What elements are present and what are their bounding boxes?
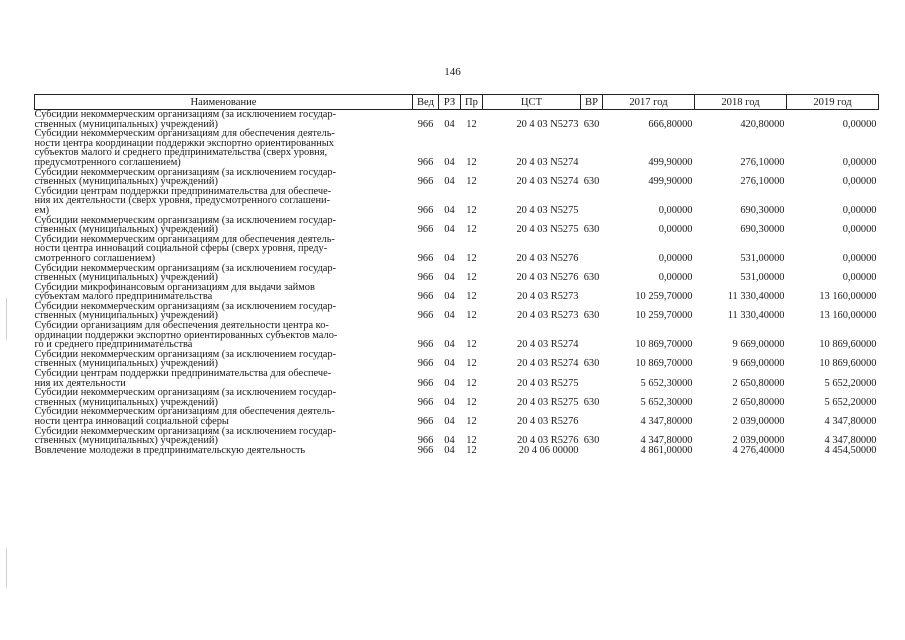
row-2018: 276,10000 [740,176,785,187]
row-name [35,407,413,426]
table-row [35,369,879,388]
row-name-line: ординации поддержки экспортно ориентированных субъектов мало- [34,329,338,341]
row-rz: 04 [444,272,455,283]
row-name-line: субъектам малого предпринимательства [34,291,213,303]
row-pr: 12 [466,339,477,350]
row-name-line: ственных (муниципальных) учреждений) [34,435,218,447]
table-row [35,264,879,283]
row-2018: 690,30000 [740,204,785,216]
row-vr [581,129,603,167]
row-2018: 2 650,80000 [732,377,785,389]
row-ved: 966 [417,224,434,235]
row-2017: 0,00000 [658,252,693,264]
row-vr: 630 [583,272,600,283]
row-cst: 20 4 03 R5274 [517,358,579,370]
row-vr [581,283,603,302]
row-2017: 4 861,00000 [640,445,693,456]
row-2017: 10 869,70000 [635,358,693,370]
row-name-line: Субсидии некоммерческим организациям (за исключением государ- [34,425,337,437]
row-cst: 20 4 03 R5273 [517,310,579,322]
row-ved: 966 [417,339,434,350]
row-rz: 04 [444,445,455,456]
row-pr: 12 [466,377,477,389]
budget-table [34,94,879,455]
header-rz: РЗ [439,95,461,110]
row-cst: 20 4 03 N5275 [516,204,579,216]
header-2017: 2017 год [603,95,695,110]
row-2018: 690,30000 [740,224,785,235]
row-name-line: го и среднего предпринимательства [34,339,193,351]
row-name [35,235,413,264]
table-row [35,388,879,407]
row-rz: 04 [444,358,455,370]
row-name-line: Субсидии центрам поддержки предпринимательства для обеспече- [34,185,332,197]
row-rz: 04 [444,416,455,427]
row-name [35,264,413,283]
row-2019: 0,00000 [842,204,877,216]
row-ved: 966 [417,204,434,216]
row-name [35,369,413,388]
table-row [35,446,879,456]
table-row [35,187,879,216]
row-2018: 9 669,00000 [732,339,785,350]
row-pr: 12 [466,272,477,283]
row-rz: 04 [444,435,455,446]
row-vr [581,187,603,216]
table-row [35,110,879,130]
row-pr: 12 [466,358,477,370]
row-rz: 04 [444,339,455,350]
row-name-line: ности центра инноваций социальной сферы (сверх уровня, преду- [34,243,328,255]
row-cst: 20 4 03 N5276 [516,272,579,283]
row-name-line: ственных (муниципальных) учреждений) [34,396,218,408]
row-ved: 966 [417,416,434,427]
row-2017: 0,00000 [658,204,693,216]
row-rz: 04 [444,377,455,389]
row-pr: 12 [466,396,477,408]
row-2019: 0,00000 [842,224,877,235]
row-2019: 13 160,00000 [819,310,877,322]
header-2019: 2019 год [787,95,879,110]
row-cst: 20 4 03 R5273 [517,291,579,302]
row-name [35,187,413,216]
row-2019: 0,00000 [842,176,877,187]
row-ved: 966 [417,118,434,130]
row-ved: 966 [417,272,434,283]
row-2017: 666,80000 [648,118,693,130]
header-name: Наименование [35,95,413,110]
row-name-line: ственных (муниципальных) учреждений) [34,176,218,188]
row-name-line: Субсидии некоммерческим организациям (за исключением государ- [34,166,337,178]
row-name-line: Субсидии организациям для обеспечения деятельности центра ко- [34,320,329,332]
table-row [35,235,879,264]
row-name-line: ности центра координации поддержки экспортно ориентированных [34,137,334,149]
row-vr [581,446,603,456]
row-pr: 12 [466,224,477,235]
row-name-line: ния их деятельности (сверх уровня, предусмотренного соглашени- [34,195,331,207]
row-2019: 0,00000 [842,272,877,283]
table-row [35,302,879,321]
row-ved: 966 [417,358,434,370]
table-row [35,407,879,426]
table-row [35,216,879,235]
row-cst: 20 4 03 R5274 [517,339,579,350]
row-ved: 966 [417,291,434,302]
header-pr: Пр [461,95,483,110]
row-vr: 630 [583,358,600,370]
page-number: 146 [444,66,461,78]
row-name-line: Вовлечение молодежи в предпринимательскую деятельность [34,444,306,456]
row-name-line: ственных (муниципальных) учреждений) [34,118,218,130]
row-name-line: ния их деятельности [34,377,126,389]
row-pr: 12 [466,176,477,187]
row-2017: 0,00000 [658,272,693,283]
row-cst: 20 4 03 R5275 [517,377,579,389]
row-cst: 20 4 03 N5275 [516,224,579,235]
row-2018: 420,80000 [740,118,785,130]
scan-margin-mark [6,298,7,340]
row-pr: 12 [466,118,477,130]
row-vr: 630 [583,396,600,408]
row-2019: 13 160,00000 [819,291,877,302]
row-name-line: ственных (муниципальных) учреждений) [34,310,218,322]
row-vr [581,235,603,264]
row-ved: 966 [417,435,434,446]
table-row [35,283,879,302]
row-2019: 0,00000 [842,118,877,130]
row-pr: 12 [466,435,477,446]
row-2018: 11 330,40000 [727,310,785,322]
row-vr: 630 [583,118,600,130]
row-name-line: Субсидии центрам поддержки предпринимательства для обеспече- [34,368,332,380]
row-name-line: Субсидии некоммерческим организациям (за исключением государ- [34,262,337,274]
table-row [35,168,879,187]
row-2018: 531,00000 [740,252,785,264]
row-rz: 04 [444,291,455,302]
row-2017: 499,90000 [648,176,693,187]
row-name-line: ственных (муниципальных) учреждений) [34,272,218,284]
row-pr: 12 [466,310,477,322]
row-ved: 966 [417,396,434,408]
row-rz: 04 [444,310,455,322]
row-ved: 966 [417,156,434,168]
row-vr: 630 [583,224,600,235]
row-cst: 20 4 03 N5274 [516,156,579,168]
row-name-line: Субсидии некоммерческим организациям (за исключением государ- [34,109,337,120]
row-ved: 966 [417,310,434,322]
row-2017: 10 869,70000 [635,339,693,350]
row-vr [581,407,603,426]
row-name-line: Субсидии некоммерческим организациям для обеспечения деятель- [34,406,335,418]
row-name-line: ственных (муниципальных) учреждений) [34,224,218,236]
row-2019: 5 652,20000 [824,377,877,389]
row-name [35,168,413,187]
row-2017: 0,00000 [658,224,693,235]
table-row [35,129,879,167]
row-2017: 10 259,70000 [635,310,693,322]
header-ved: Вед [413,95,439,110]
row-name-line: смотренного соглашением) [34,252,156,264]
table-row [35,350,879,369]
table-header-row [35,95,879,110]
row-rz: 04 [444,204,455,216]
table-row [35,427,879,446]
row-vr: 630 [583,435,600,446]
row-2017: 4 347,80000 [640,435,693,446]
scan-margin-mark [6,548,7,588]
row-vr [581,369,603,388]
row-rz: 04 [444,156,455,168]
row-2019: 4 454,50000 [824,445,877,456]
row-rz: 04 [444,118,455,130]
row-ved: 966 [417,252,434,264]
row-2018: 2 039,00000 [732,416,785,427]
row-name [35,110,413,130]
row-vr: 630 [583,310,600,322]
row-2018: 9 669,00000 [732,358,785,370]
row-pr: 12 [466,156,477,168]
row-2019: 10 869,60000 [819,339,877,350]
row-name-line: Субсидии некоммерческим организациям (за исключением государ- [34,387,337,399]
row-name-line: субъектов малого и среднего предпринимательства (сверх уровня, [34,147,328,159]
row-rz: 04 [444,176,455,187]
row-name [35,302,413,321]
row-2017: 10 259,70000 [635,291,693,302]
header-2018: 2018 год [695,95,787,110]
row-name [35,283,413,302]
row-name-line: ем) [34,204,50,216]
row-name [35,216,413,235]
row-pr: 12 [466,445,477,456]
row-2017: 5 652,30000 [640,396,693,408]
row-2018: 11 330,40000 [727,291,785,302]
row-2019: 0,00000 [842,156,877,168]
row-2018: 276,10000 [740,156,785,168]
row-name [35,350,413,369]
header-cst: ЦСТ [483,95,581,110]
row-cst: 20 4 03 R5276 [517,416,579,427]
row-pr: 12 [466,416,477,427]
row-cst: 20 4 03 N5276 [516,252,579,264]
row-cst: 20 4 06 00000 [518,445,579,456]
row-cst: 20 4 03 N5274 [516,176,579,187]
row-2018: 2 039,00000 [732,435,785,446]
row-2019: 0,00000 [842,252,877,264]
row-2017: 4 347,80000 [640,416,693,427]
row-name-line: Субсидии некоммерческим организациям для обеспечения деятель- [34,128,335,140]
header-vr: ВР [581,95,603,110]
row-2017: 499,90000 [648,156,693,168]
row-ved: 966 [417,445,434,456]
row-2019: 4 347,80000 [824,416,877,427]
row-rz: 04 [444,224,455,235]
row-pr: 12 [466,291,477,302]
row-2019: 4 347,80000 [824,435,877,446]
row-2018: 2 650,80000 [732,396,785,408]
row-vr: 630 [583,176,600,187]
row-2018: 531,00000 [740,272,785,283]
row-rz: 04 [444,252,455,264]
row-pr: 12 [466,252,477,264]
row-pr: 12 [466,204,477,216]
row-cst: 20 4 03 R5275 [517,396,579,408]
row-rz: 04 [444,396,455,408]
row-name-line: ности центра инноваций социальной сферы [34,416,229,427]
row-name-line: ственных (муниципальных) учреждений) [34,358,218,370]
row-cst: 20 4 03 R5276 [517,435,579,446]
row-name-line: Субсидии некоммерческим организациям (за исключением государ- [34,348,337,360]
row-name-line: Субсидии некоммерческим организациям (за исключением государ- [34,300,337,312]
row-name [35,388,413,407]
row-vr [581,321,603,350]
row-2019: 10 869,60000 [819,358,877,370]
row-name-line: Субсидии микрофинансовым организациям для выдачи займов [34,281,315,293]
row-name [35,129,413,167]
row-name [35,427,413,446]
row-name [35,321,413,350]
row-ved: 966 [417,377,434,389]
row-2017: 5 652,30000 [640,377,693,389]
row-name [35,446,413,456]
row-2019: 5 652,20000 [824,396,877,408]
row-cst: 20 4 03 N5273 [516,118,579,130]
row-2018: 4 276,40000 [732,445,785,456]
row-ved: 966 [417,176,434,187]
row-name-line: Субсидии некоммерческим организациям (за исключением государ- [34,214,337,226]
table-row [35,321,879,350]
row-name-line: Субсидии некоммерческим организациям для обеспечения деятель- [34,233,335,245]
row-name-line: предусмотренного соглашением) [34,156,181,168]
